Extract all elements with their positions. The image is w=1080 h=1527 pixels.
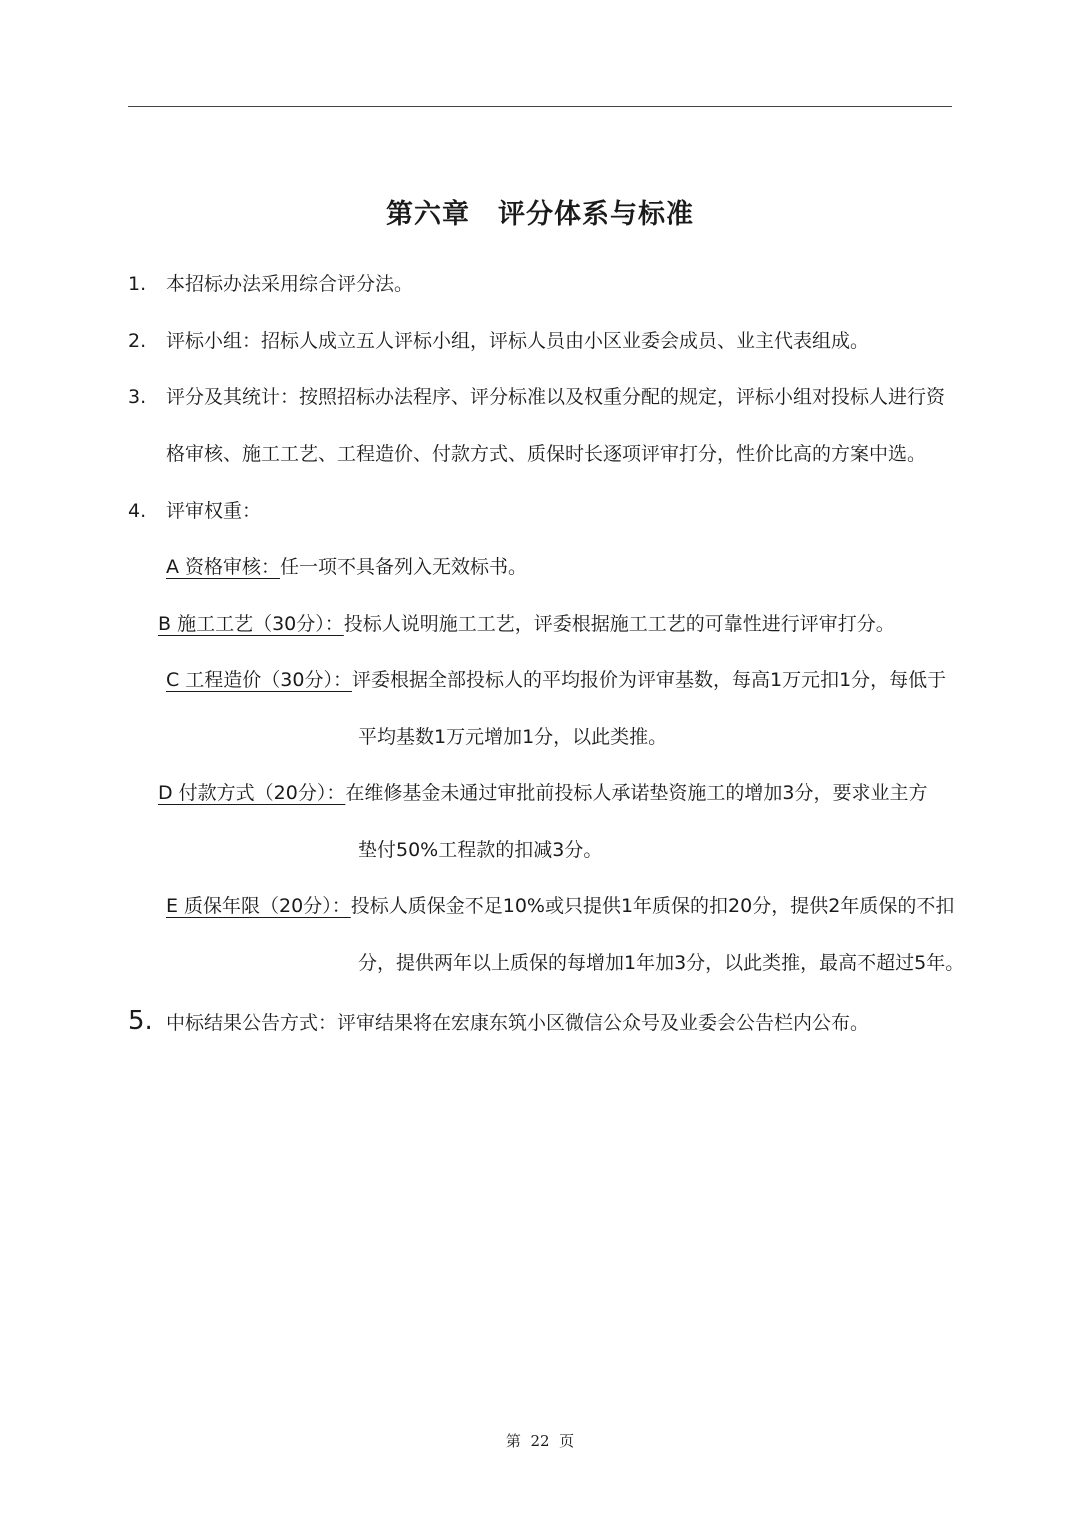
weight-text-continued: 平均基数1万元增加1分，以此类推。 (358, 726, 668, 748)
weight-text: 在维修基金未通过审批前投标人承诺垫资施工的增加3分，要求业主方 (345, 782, 928, 804)
item-text: 评审权重： (166, 500, 262, 522)
item-text: 评标小组：招标人成立五人评标小组，评标人员由小区业委会成员、业主代表组成。 (166, 330, 870, 352)
weight-label: D 付款方式（20分）： (158, 782, 346, 804)
weight-label: C 工程造价（30分）： (166, 669, 352, 691)
weight-text: 评委根据全部投标人的平均报价为评审基数，每高1万元扣1分，每低于 (351, 669, 947, 691)
weight-text: 任一项不具备列入无效标书。 (280, 556, 528, 578)
item-text: 评分及其统计：按照招标办法程序、评分标准以及权重分配的规定，评标小组对投标人进行资 (166, 386, 946, 408)
item-number: 5. (128, 1006, 153, 1036)
weight-row-c (166, 668, 946, 692)
weight-label: E 质保年限（20分）： (166, 895, 351, 917)
item-number: 3. (128, 386, 147, 408)
chapter-title: 第六章 评分体系与标准 (386, 199, 694, 230)
weight-text-continued: 垫付50%工程款的扣减3分。 (358, 839, 603, 861)
weight-text: 投标人质保金不足10%或只提供1年质保的扣20分，提供2年质保的不扣 (350, 895, 955, 917)
header-rule (128, 106, 952, 107)
weight-label: A 资格审核： (166, 556, 281, 578)
weight-text: 投标人说明施工工艺，评委根据施工工艺的可靠性进行评审打分。 (343, 613, 895, 635)
weight-text-continued: 分，提供两年以上质保的每增加1年加3分，以此类推，最高不超过5年。 (358, 952, 965, 974)
item-number: 1. (128, 273, 147, 295)
page-number: 第 22 页 (505, 1432, 575, 1450)
weight-row-d (158, 781, 927, 805)
item-text: 本招标办法采用综合评分法。 (166, 273, 414, 295)
weight-row-b (158, 612, 895, 636)
item-text: 中标结果公告方式：评审结果将在宏康东筑小区微信公众号及业委会公告栏内公布。 (166, 1012, 870, 1034)
weight-row-a (166, 555, 527, 579)
item-text-continued: 格审核、施工工艺、工程造价、付款方式、质保时长逐项评审打分，性价比高的方案中选。 (166, 443, 927, 465)
item-number: 4. (128, 500, 147, 522)
item-number: 2. (128, 330, 147, 352)
weight-row-e (166, 894, 954, 918)
weight-label: B 施工工艺（30分）： (158, 613, 344, 635)
